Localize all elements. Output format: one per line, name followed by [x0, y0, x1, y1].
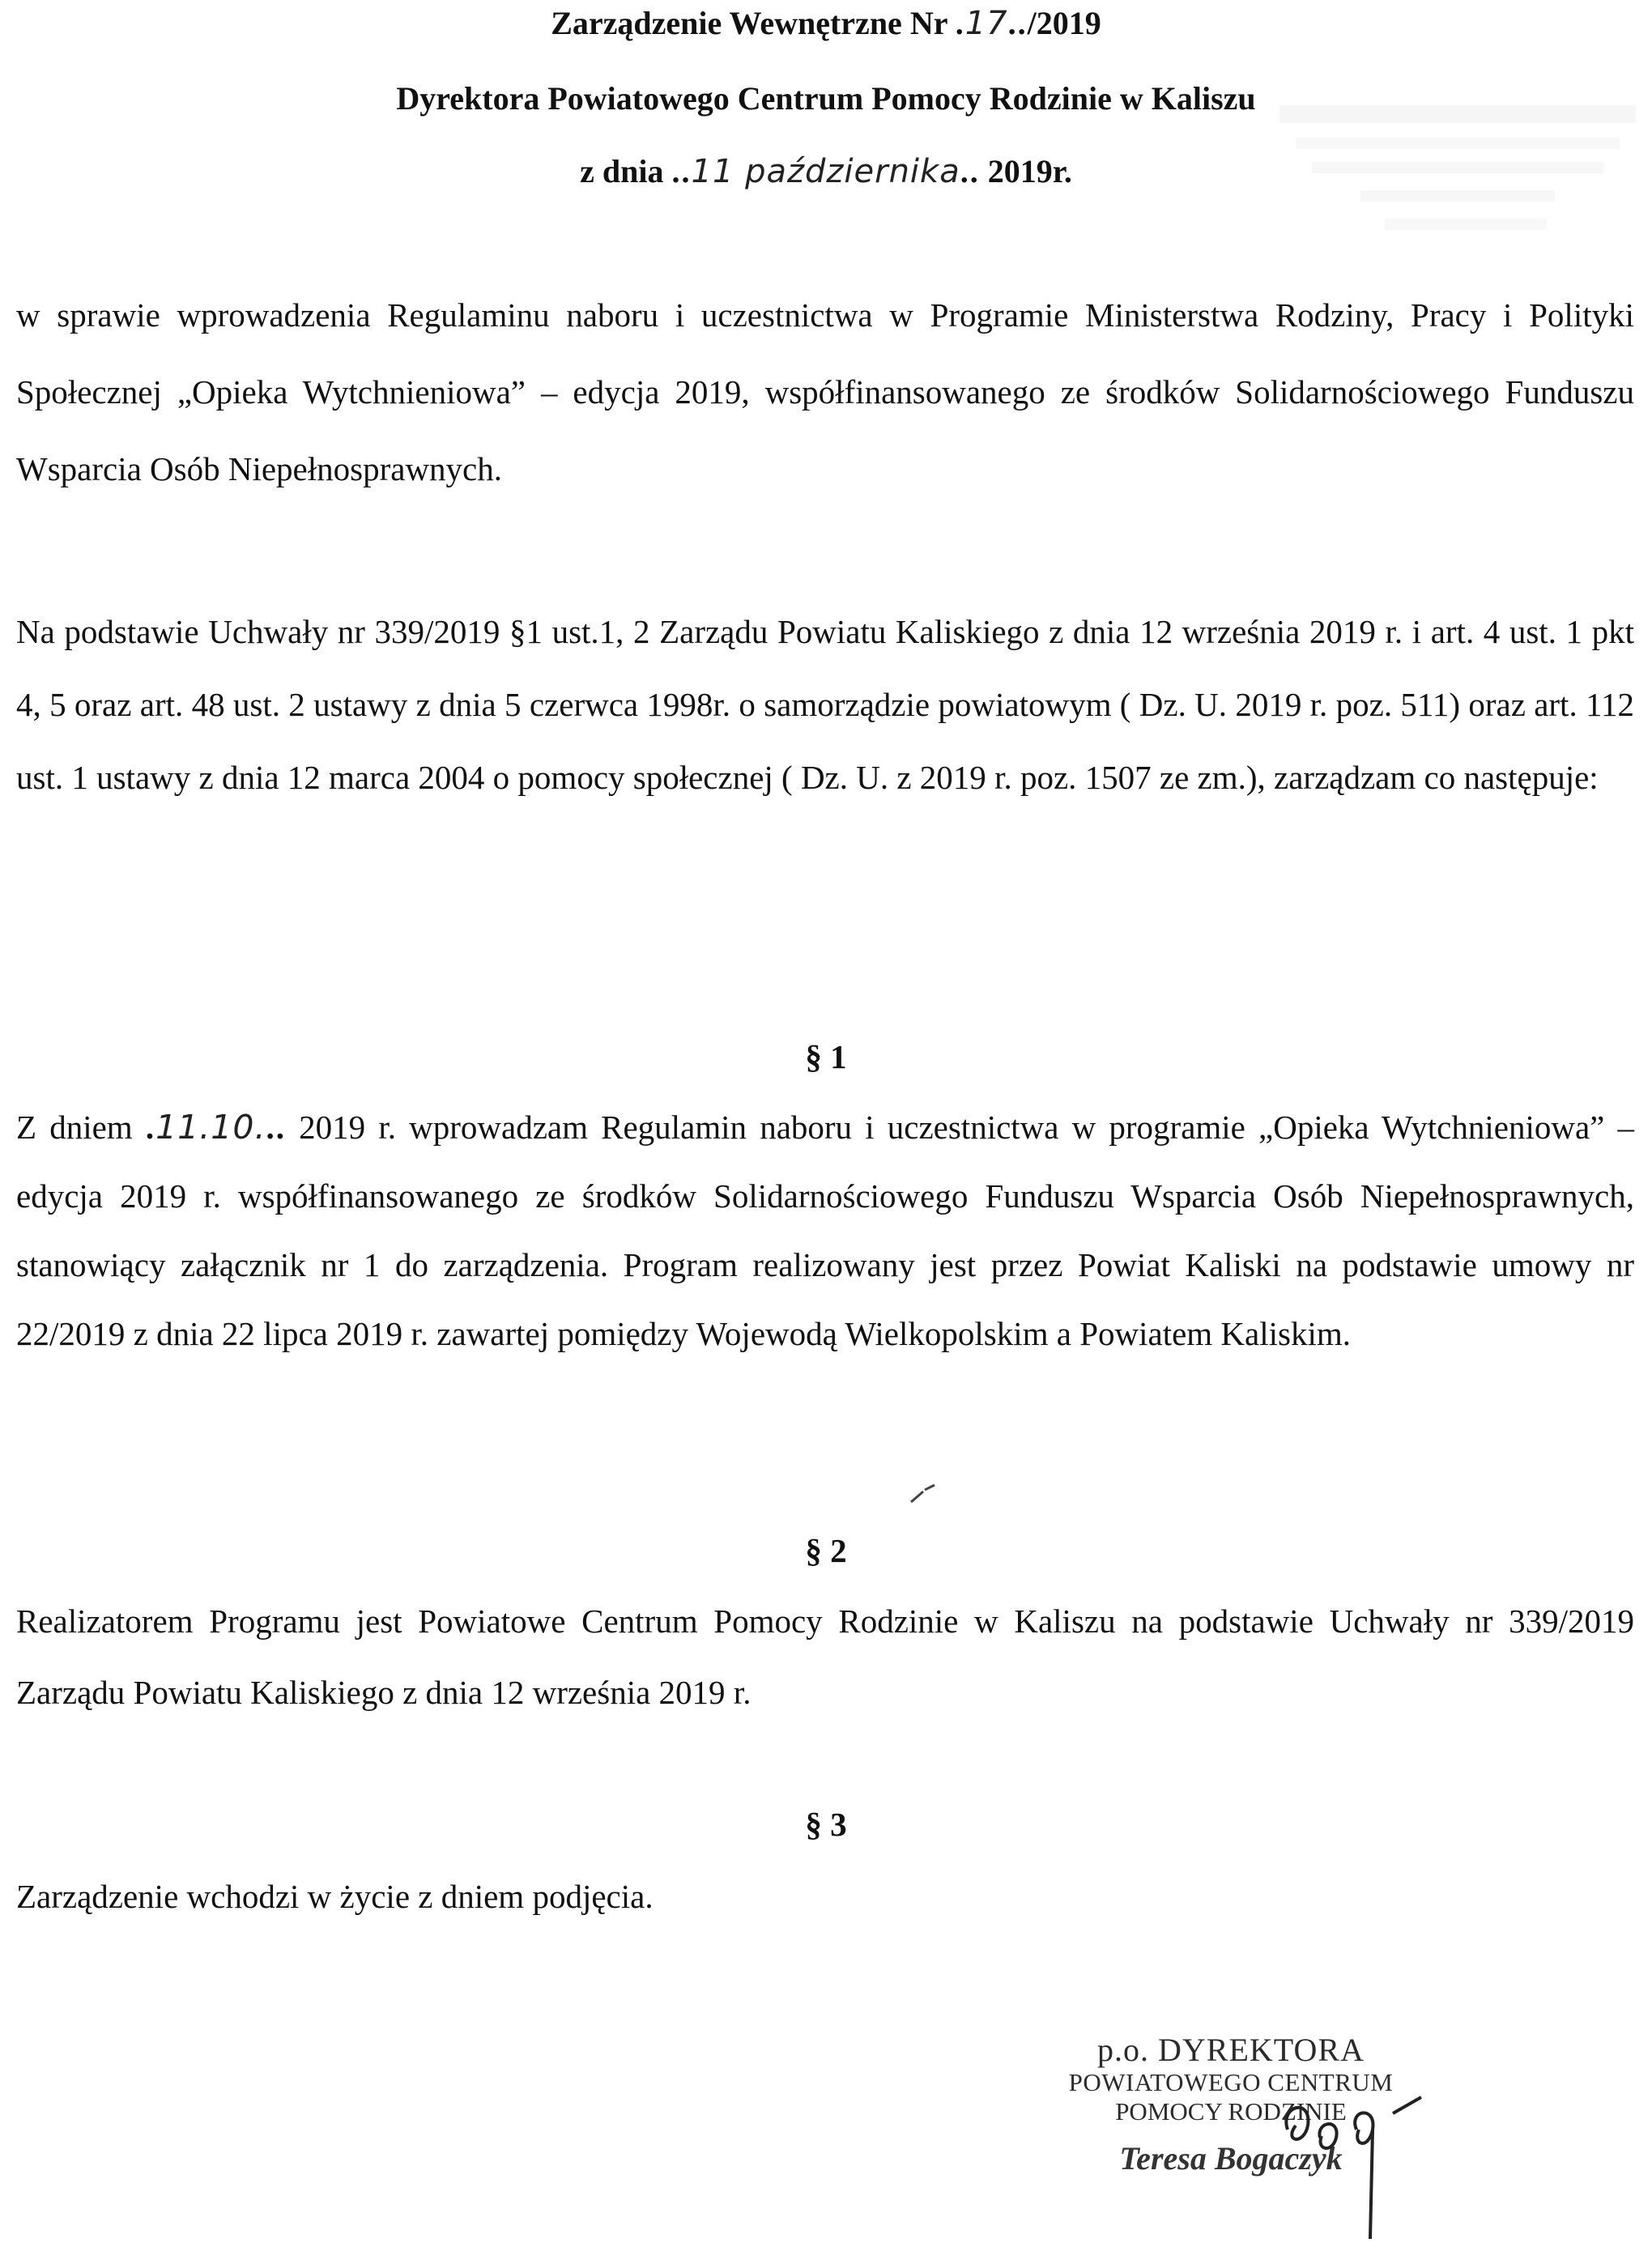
title-suffix: /2019 — [1027, 5, 1101, 41]
section-3-text: Zarządzenie wchodzi w życie z dniem podjęcia. — [16, 1878, 654, 1915]
subject-paragraph: w sprawie wprowadzenia Regulaminu naboru i uczestnictwa w Programie Ministerstwa Rodziny, Pracy i Polityki Społecznej „Opieka Wytchnieniowa” – edycja 2019, współfinansowanego ze środków Solidarnościowego Funduszu Wsparcia Osób Niepełnosprawnych. — [16, 296, 1634, 487]
document-title — [0, 4, 1652, 43]
date-dots: ..11 października.. — [671, 153, 980, 190]
date-prefix: z dnia — [580, 153, 672, 189]
date-suffix: 2019r. — [979, 153, 1072, 189]
stamp-line-2: POWIATOWEGO CENTRUM — [1068, 2068, 1394, 2096]
title-number-dots: .17.. — [955, 5, 1028, 42]
stamp-name: Teresa Bogaczyk — [1119, 2140, 1343, 2177]
title-prefix: Zarządzenie Wewnętrzne Nr — [551, 5, 956, 41]
section-1-text — [16, 1093, 1634, 1368]
section-1-date-dots: .11.10... — [145, 1108, 287, 1147]
section-2-text: Realizatorem Programu jest Powiatowe Centrum Pomocy Rodzinie w Kaliszu na podstawie Uchwały nr 339/2019 Zarządu Powiatu Kaliskiego z dnia 12 września 2019 r. — [16, 1602, 1634, 1711]
stamp-line-1: p.o. DYREKTORA — [1097, 2032, 1365, 2068]
section-1-prefix: Z dniem — [16, 1109, 146, 1146]
section-1-body: 2019 r. wprowadzam Regulamin naboru i uczestnictwa w programie „Opieka Wytchnieniowa” – edycja 2019 r. współfinansowanego ze środków Solidarnościowego Funduszu Wsparcia Osób Niepełnosprawnych, stanowiący załącznik nr 1 do zarządzenia. Program realizowany jest przez Powiat Kaliski na podstawie umowy nr 22/2019 z dnia 22 lipca 2019 r. zawartej pomiędzy Wojewodą Wielkopolskim a Powiatem Kaliskim. — [16, 1109, 1634, 1352]
document-issuer: Dyrektora Powiatowego Centrum Pomocy Rodzinie w Kaliszu — [396, 80, 1256, 117]
section-3-heading: § 3 — [805, 1806, 847, 1843]
document-date — [0, 152, 1652, 191]
stamp-line-3: POMOCY RODZINIE — [1115, 2097, 1347, 2126]
section-1-heading: § 1 — [805, 1038, 847, 1075]
stray-mark-shape — [907, 1482, 939, 1506]
title-handwritten-number: 17 — [964, 5, 1008, 42]
legal-basis-paragraph: Na podstawie Uchwały nr 339/2019 §1 ust.1, 2 Zarządu Powiatu Kaliskiego z dnia 12 września 2019 r. i art. 4 ust. 1 pkt 4, 5 oraz art. 48 ust. 2 ustawy z dnia 5 czerwca 1998r. o samorządzie powiatowym ( Dz. U. 2019 r. poz. 511) oraz art. 112 ust. 1 ustawy z dnia 12 marca 2004 o pomocy społecznej ( Dz. U. z 2019 r. poz. 1507 ze zm.), zarządzam co następuje: — [16, 613, 1634, 796]
section-2-heading: § 2 — [805, 1532, 847, 1569]
section-1-handwritten-date: 11.10. — [155, 1108, 266, 1147]
stray-mark — [907, 1482, 939, 1513]
date-handwritten: 11 października — [691, 153, 960, 190]
handwritten-signature — [1271, 2081, 1482, 2243]
